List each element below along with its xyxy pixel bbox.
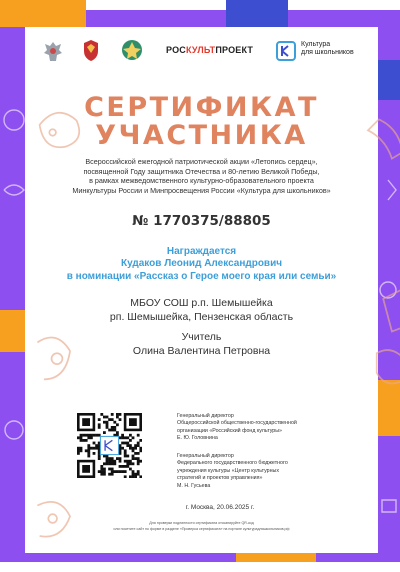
description-line: посвященной Году защитника Отечества и 80-летию Великой Победы, [83, 166, 320, 176]
recipient-name: Кудаков Леонид Александрович [120, 258, 283, 269]
kids-culture-logo-icon [275, 40, 297, 62]
city-date: г. Москва, 20.06.2025 г. [185, 504, 255, 511]
school-location: рп. Шемышейка, Пензенская область [109, 311, 294, 323]
signatory-1 [177, 413, 297, 443]
fund-emblem-icon [121, 38, 143, 62]
roskult-suffix: ПРОЕКТ [215, 45, 254, 55]
signatory-1-line: Е. Ю. Головнина [177, 435, 218, 442]
description-line: в рамках межведомственного культурно-образовательного проекта [89, 176, 314, 186]
description [45, 157, 358, 195]
certificate-title-line-1: СЕРТИФИКАТ [84, 92, 319, 123]
footer-line-2: или посетите сайт по форме в разделе «Проверка сертификата» на портале культурадляшкольников.рф [113, 527, 290, 531]
qr-code [77, 413, 142, 478]
roskultproekt-logo [166, 45, 253, 55]
award-label: Награждается [166, 246, 237, 257]
nomination: в номинации «Рассказ о Герое моего края или семьи» [66, 271, 337, 282]
signatory-2 [177, 453, 288, 490]
logo-row [25, 27, 378, 77]
signatory-2-line: Федерального государственного бюджетного [177, 460, 288, 467]
kids-line-2: для школьников [301, 49, 354, 56]
certificate-card [25, 27, 378, 553]
description-line: Всероссийской ежегодной патриотической акции «Летопись сердец», [85, 157, 318, 166]
signatory-1-line: Общероссийской общественно-государственной [177, 420, 297, 427]
teacher-label: Учитель [181, 331, 222, 343]
signatory-1-line: организации «Российский фонд культуры» [177, 427, 283, 434]
signatory-1-line: Генеральный директор [177, 413, 234, 419]
description-line: Минкультуры России и Минпросвещения России «Культура для школьников» [72, 185, 331, 195]
signatory-2-line: стратегий и проектов управления» [177, 475, 263, 482]
ministry-emblem-icon [80, 38, 102, 62]
signatory-2-line: Генеральный директор [177, 453, 234, 459]
kids-line-1: Культура [301, 41, 331, 48]
footer-line-1: Для проверки подлинности сертификата отсканируйте QR-код [149, 521, 254, 525]
school-name: МБОУ СОШ р.п. Шемышейка [130, 297, 273, 309]
certificate-title-line-2: УЧАСТНИКА [95, 120, 308, 151]
signatory-2-line: М. Н. Гусьева [177, 482, 211, 489]
roskult-accent: КУЛЬТ [185, 45, 216, 55]
kids-culture-logo-text [301, 41, 354, 57]
signatory-2-line: учреждения культуры «Центр культурных [177, 467, 280, 474]
emblem-icon [43, 40, 63, 62]
teacher-name: Олина Валентина Петровна [132, 345, 271, 357]
certificate-number: № 1770375/88805 [132, 213, 271, 229]
roskult-prefix: РОС [166, 45, 186, 55]
